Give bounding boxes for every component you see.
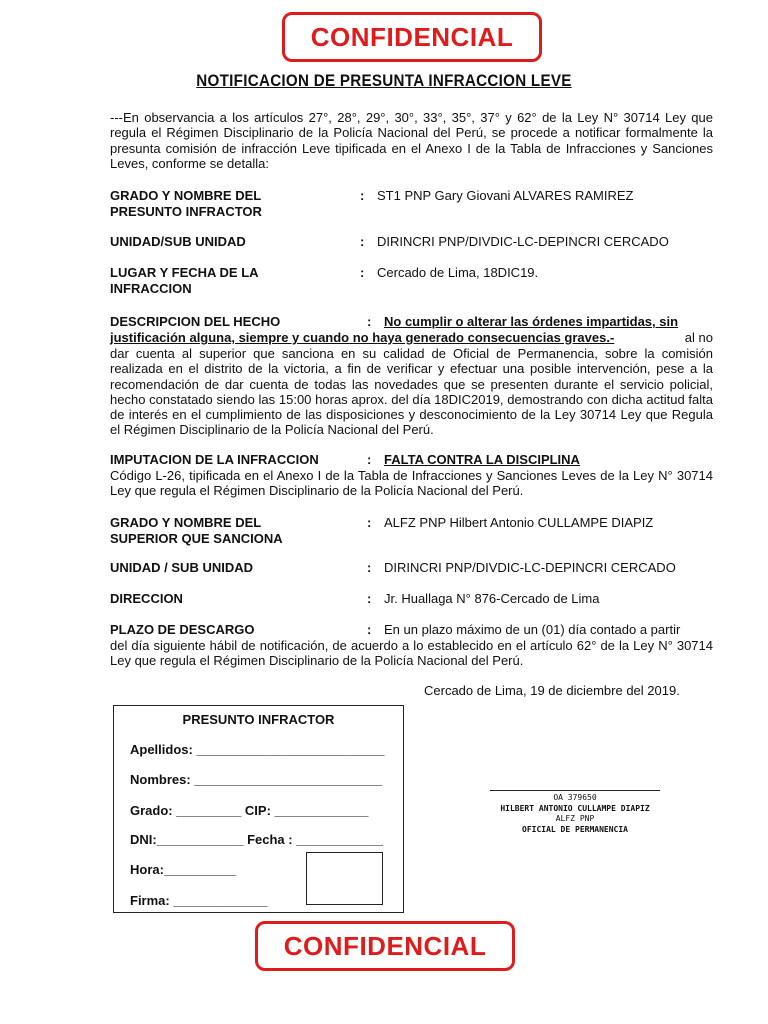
field-colon: : [360,234,365,249]
field-value-bold: No cumplir o alterar las órdenes impartidas, sin [384,314,679,329]
field-label: PLAZO DE DESCARGO [110,622,255,637]
label-line-1: LUGAR Y FECHA DE LA [110,265,259,280]
field-label [110,515,350,547]
field-label: DIRECCION [110,591,183,606]
field-colon: : [367,591,372,606]
descripcion-rest-2: al no [684,330,713,345]
field-lugar-fecha [110,265,713,299]
field-colon: : [367,452,372,467]
label-line-2: PRESUNTO INFRACTOR [110,204,262,219]
plazo-text: del día siguiente hábil de notificación, de acuerdo a lo establecido en el artículo 62° de la Ley N° 30714 Ley que regula el Régimen Disciplinario de la Policía Nacional del Perú. [110,638,713,669]
field-grado-superior [110,515,713,549]
field-value: ST1 PNP Gary Giovani ALVARES RAMIREZ [377,188,634,203]
field-unidad-2 [110,560,713,578]
field-value: En un plazo máximo de un (01) día contado a partir [384,622,681,637]
field-label: DESCRIPCION DEL HECHO [110,314,281,329]
box-title: PRESUNTO INFRACTOR [182,712,335,727]
field-value: DIRINCRI PNP/DIVDIC-LC-DEPINCRI CERCADO [384,560,676,575]
field-label: UNIDAD / SUB UNIDAD [110,560,253,575]
hora-field[interactable]: Hora:__________ [130,862,237,877]
grado-cip-field[interactable]: Grado: _________ CIP: _____________ [130,803,369,818]
field-value: Cercado de Lima, 18DIC19. [377,265,539,280]
fingerprint-box [306,852,383,905]
field-imputacion [110,452,713,468]
label-line-2: SUPERIOR QUE SANCIONA [110,531,283,546]
signature-rank: ALFZ PNP [555,814,595,823]
field-colon: : [360,188,365,203]
field-colon: : [360,265,365,280]
signature-oa: OA 379650 [553,793,597,802]
descripcion-bold-2: justificación alguna, siempre y cuando no haya generado consecuencias graves.- [110,330,615,345]
firma-field[interactable]: Firma: _____________ [130,893,268,908]
field-value-bold: FALTA CONTRA LA DISCIPLINA [384,452,580,467]
label-line-1: GRADO Y NOMBRE DEL [110,188,262,203]
field-label: IMPUTACION DE LA INFRACCION [110,452,319,467]
document-title: NOTIFICACION DE PRESUNTA INFRACCION LEVE [196,72,572,90]
field-grado-infractor [110,188,713,222]
confidencial-stamp-bottom: CONFIDENCIAL [255,921,515,971]
date-line: Cercado de Lima, 19 de diciembre del 2019. [424,683,680,698]
descripcion-line-2 [110,330,713,346]
field-colon: : [367,314,372,329]
field-value: Jr. Huallaga N° 876-Cercado de Lima [384,591,600,606]
signature-line [490,790,660,791]
label-line-2: INFRACCION [110,281,192,296]
field-value: DIRINCRI PNP/DIVDIC-LC-DEPINCRI CERCADO [377,234,669,249]
field-label: UNIDAD/SUB UNIDAD [110,234,246,249]
field-label [110,188,350,220]
field-label [110,265,350,297]
descripcion-text: dar cuenta al superior que sanciona en su calidad de Oficial de Permanencia, sobre la comisión realizada en el distrito de la victoria, a fin de verificar y efectuar una posible intervención, pese a la recomendación de dar cuenta de todas las novedades que se presenten durante el servicio policial, hecho constatado siendo las 15:00 horas aprox. del día 18DIC2019, demostrando con dicha actitud falta de interés en el cumplimiento de las disposiciones y desconocimiento de la Ley 30714 Ley que Regula el Régimen Disciplinario de la Policía Nacional del Perú. [110,346,713,438]
officer-signature-block [470,790,680,835]
signature-name: HILBERT ANTONIO CULLAMPE DIAPIZ [500,803,650,813]
intro-paragraph: ---En observancia a los artículos 27°, 28°, 29°, 30°, 33°, 35°, 37° y 62° de la Ley N° 30714 Ley que regula el Régimen Disciplinario de la Policía Nacional del Perú, se procede a notificar formalmente la presunta comisión de infracción Leve tipificada en el Anexo I de la Tabla de Infracciones y Sanciones Leves, conforme se detalla: [110,110,713,171]
label-line-1: GRADO Y NOMBRE DEL [110,515,262,530]
field-plazo [110,622,713,638]
field-colon: : [367,622,372,637]
infractor-signature-box [113,705,404,913]
confidencial-stamp-top: CONFIDENCIAL [282,12,542,62]
field-value: ALFZ PNP Hilbert Antonio CULLAMPE DIAPIZ [384,515,654,530]
apellidos-field[interactable]: Apellidos: __________________________ [130,742,385,757]
field-colon: : [367,515,372,530]
imputacion-text: Código L-26, tipificada en el Anexo I de la Tabla de Infracciones y Sanciones Leves de la Ley N° 30714 Ley que regula el Régimen Disciplinario de la Policía Nacional del Perú. [110,468,713,499]
field-unidad [110,234,713,252]
field-direccion [110,591,713,609]
field-colon: : [367,560,372,575]
signature-role: OFICIAL DE PERMANENCIA [522,824,628,834]
dni-fecha-field[interactable]: DNI:____________ Fecha : ____________ [130,832,383,847]
nombres-field[interactable]: Nombres: __________________________ [130,772,383,787]
